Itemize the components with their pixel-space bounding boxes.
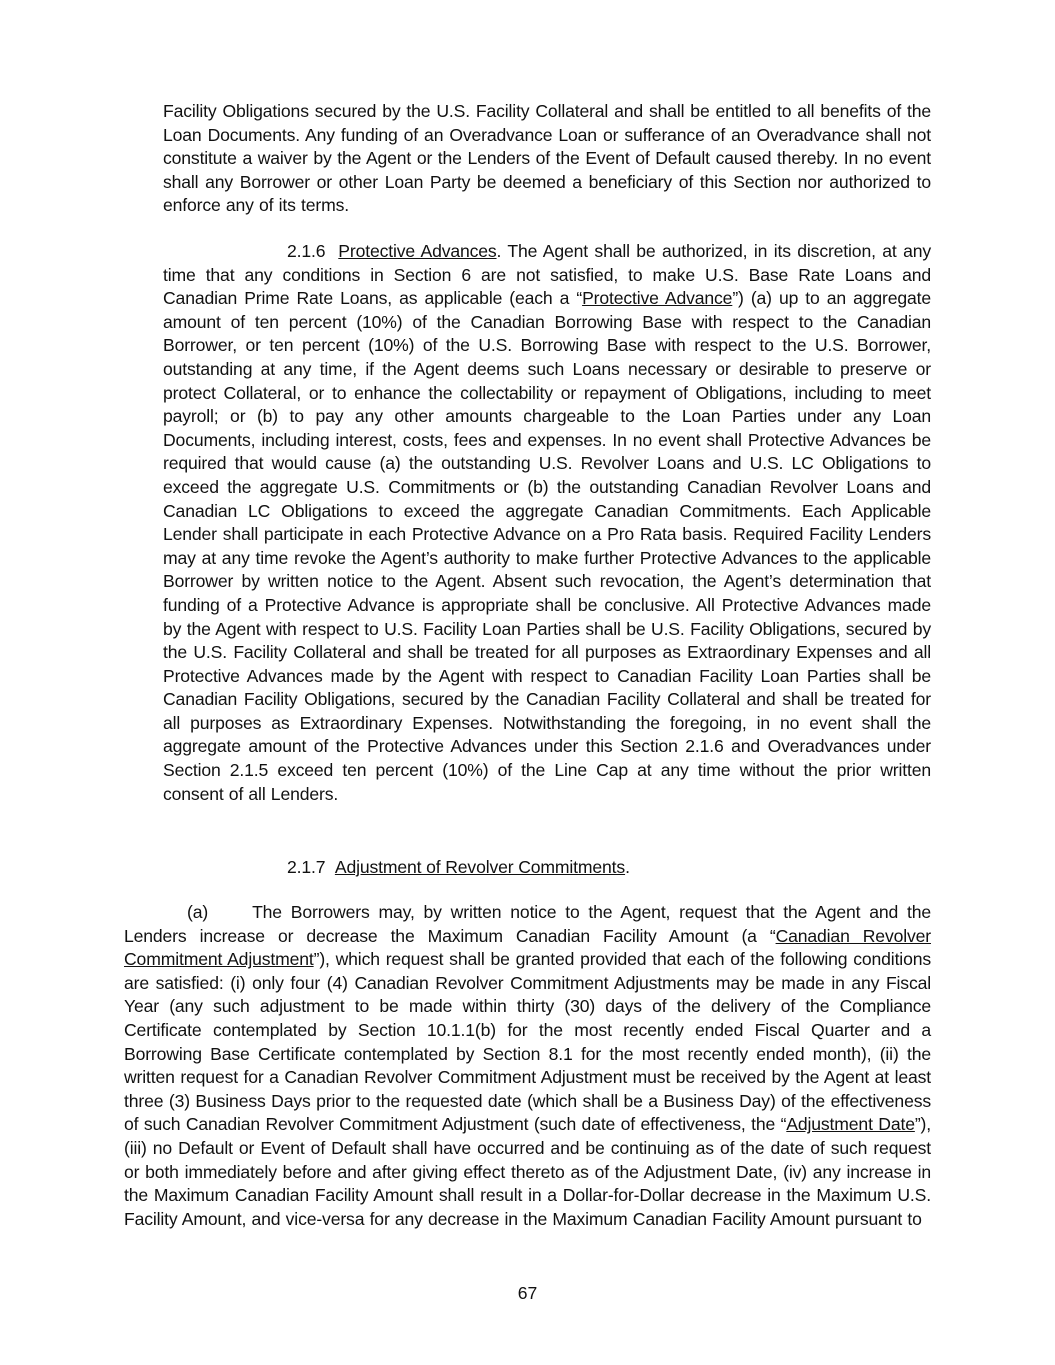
subsection-intro: The Borrowers may, by written notice to the Agent, request that the Agent and the Lenders increase or decrease the Maximum Canadian Facility Amount (a “ bbox=[124, 902, 931, 946]
subsection-end: ”), (iii) no Default or Event of Default shall have occurred and be continuing as of the date of such request or both immediately before and after giving effect thereto as of the Adjustment Date, (iv) any increase in the Maximum Canadian Facility Amount shall result in a Dollar-for-Dollar decrease in the Maximum U.S. Facility Amount, and vice-versa for any decrease in the Maximum Canadian Facility Amount pursuant to bbox=[124, 1114, 931, 1229]
section-number: 2.1.7 bbox=[287, 857, 326, 877]
section-body: ”) (a) up to an aggregate amount of ten percent (10%) of the Canadian Borrowing Base with respect to the Canadian Borrower, or ten percent (10%) of the U.S. Borrowing Base with respect to the U.S. Borrower, outstanding at any time, if the Agent deems such Loans necessary or desirable to preserve or protect Collateral, or to enhance the collectability or repayment of Obligations, including to meet payroll; or (b) to pay any other amounts chargeable to the Loan Parties under any Loan Documents, including interest, costs, fees and expenses. In no event shall Protective Advances be required that would cause (a) the outstanding U.S. Revolver Loans and U.S. LC Obligations to exceed the aggregate U.S. Commitments or (b) the outstanding Canadian Revolver Loans and Canadian LC Obligations to exceed the aggregate Canadian Commitments. Each Applicable Lender shall participate in each Protective Advance on a Pro Rata basis. Required Facility Lenders may at any time revoke the Agent’s authority to make further Protective Advances to the applicable Borrower by written notice to the Agent. Absent such revocation, the Agent’s determination that funding of a Protective Advance is appropriate shall be conclusive. All Protective Advances made by the Agent with respect to U.S. Facility Loan Parties shall be U.S. Facility Obligations, secured by the U.S. Facility Collateral and shall be treated for all purposes as Extraordinary Expenses and all Protective Advances made by the Agent with respect to Canadian Facility Loan Parties shall be Canadian Facility Obligations, secured by the Canadian Facility Collateral and shall be treated for all purposes as Extraordinary Expenses. Notwithstanding the foregoing, in no event shall the aggregate amount of the Protective Advances under this Section 2.1.6 and Overadvances under Section 2.1.5 exceed ten percent (10%) of the Line Cap at any time without the prior written consent of all Lenders. bbox=[163, 288, 931, 804]
defined-term: Adjustment Date bbox=[786, 1114, 915, 1135]
section-number: 2.1.6 bbox=[287, 241, 326, 261]
subsection-middle: ”), which request shall be granted provided that each of the following conditions are satisfied: (i) only four (4) Canadian Revolver Commitment Adjustments may be made in any Fiscal Year (any such adjustment to be made within thirty (30) days of the delivery of the Compliance Certificate contemplated by Section 10.1.1(b) for the most recently ended Fiscal Quarter and a Borrowing Base Certificate contemplated by Section 8.1 for the most recently ended month), (ii) the written request for a Canadian Revolver Commitment Adjustment must be received by the Agent at least three (3) Business Days prior to the requested date (which shall be a Business Day) of the effectiveness of such Canadian Revolver Commitment Adjustment (such date of effectiveness, the “ bbox=[124, 949, 931, 1135]
section-2-1-7-heading bbox=[287, 856, 630, 880]
section-intro: . The Agent shall be authorized, in its discretion, at any time that any conditions in Section 6 are not satisfied, to make U.S. Base Rate Loans and Canadian Prime Rate Loans, as applicable (each a “ bbox=[163, 241, 931, 309]
defined-term: Protective Advance bbox=[582, 288, 733, 309]
section-title-suffix: . bbox=[625, 857, 630, 877]
subsection-label: (a) bbox=[187, 902, 209, 922]
subsection-a-paragraph bbox=[124, 901, 931, 1231]
defined-term: Canadian Revolver Commitment Adjustment bbox=[124, 925, 931, 970]
section-2-1-6-paragraph bbox=[163, 240, 931, 806]
page-number: 67 bbox=[517, 1283, 538, 1303]
continuation-paragraph: Facility Obligations secured by the U.S. Facility Collateral and shall be entitled to all benefits of the Loan Documents. Any funding of an Overadvance Loan or sufferance of an Overadvance shall not constitute a waiver by the Agent or the Lenders of the Event of Default caused thereby. In no event shall any Borrower or other Loan Party be deemed a beneficiary of this Section nor authorized to enforce any of its terms. bbox=[163, 101, 931, 216]
section-title: Adjustment of Revolver Commitments bbox=[334, 857, 626, 877]
section-title: Protective Advances bbox=[338, 241, 497, 261]
